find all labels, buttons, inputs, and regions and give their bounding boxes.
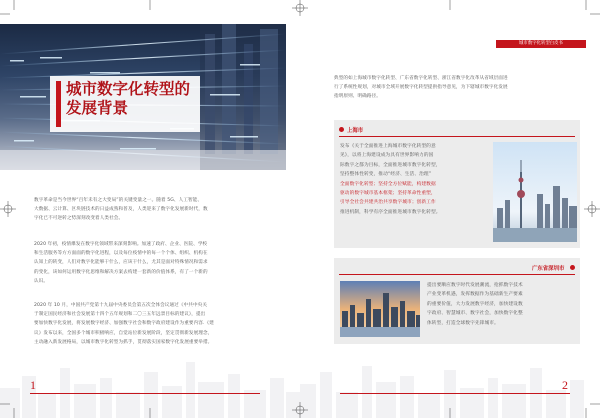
sh-line-6: 驱动的数字城市基本框架；坚持革命性重塑，	[340, 191, 436, 197]
p3-line-5: 主动融入新发展格局，以城市数字化转型为抓手，贯彻落实国家数字化发展重要举措。	[34, 339, 213, 345]
section-title-line-1: 城市数字化转型的	[66, 79, 191, 98]
sz-line-2: 产业变革机遇，发挥数据作为基础新生产要素	[427, 292, 523, 298]
p3-line-4: 议》发布以来，全国多个城市积极响应，自觉站位新发展阶段，坚定贯彻新发展理念，	[34, 330, 213, 336]
running-header: 城市数字化转型白皮书	[496, 40, 586, 48]
intro-line-3: 指明原则、明确路径。	[334, 94, 381, 100]
p2-line-3: 认知上的转变，人们对数字化能够干什么，应该干什么，尤其是面对特殊情况和需求	[34, 260, 208, 266]
sh-line-2: 见》，以将上海建设成为具有世界影响力的国	[340, 153, 434, 159]
p1-line-3: 字化已不可逆转之势深刻改变着人类社会。	[34, 216, 124, 222]
p2-line-1: 2020 年初，疫情爆发在数字化领域带来深刻影响。加速了政府、企业、医院、学校	[34, 242, 208, 247]
p3-line-2: 于制定国民经济和社会发展第十四个五年规划和二〇三五年远景目标的建议》，提出	[34, 312, 206, 318]
p2-line-2: 和生活服务等方方面面的数字化进程，以及每位疫情中的每一个个体、组织、机构在	[34, 251, 208, 257]
sz-line-4: 字政府、智慧城市、数字社会，加快数字化整	[427, 311, 523, 317]
sh-line-1: 发布《关于全面推进上海城市数字化转型的意	[340, 144, 436, 149]
intro-line-1: 典型的如上海城市数字化转型、广东省数字化转型、浙江省数字化改革从省域层面进	[334, 76, 508, 81]
p1-line-1: 数字革命是当今世界“百年未有之大变局”的关键变量之一。随着 5G、人工智能、	[34, 198, 203, 203]
shanghai-label: 上海市	[347, 128, 364, 134]
p2-line-5: 认识。	[34, 278, 49, 284]
sz-line-3: 的重要价值，大力发展数字经济，加快建设数	[427, 301, 523, 307]
p3-line-1: 2020 年 10 月，中国共产党第十九届中央委员会第五次全体会议通过《中共中央关	[34, 303, 208, 308]
sz-line-1: 提出要顺应数字时代发展潮流，抢抓数字技术	[427, 283, 523, 288]
sh-line-8: 推进机制，科学有序全面推进城市数字化转型。	[340, 209, 441, 215]
p2-line-4: 的变化，该如何运用数字化思维和解决方案去构建一套新的价值体系，有了一个新的	[34, 269, 208, 275]
sh-line-5: 全面数字化转型；坚持全方位赋能，构建数据	[340, 181, 436, 187]
sz-line-5: 体转型，打造全球数字先锋城市。	[427, 320, 499, 326]
shenzhen-label: 广东省深圳市	[532, 266, 565, 272]
sh-line-3: 际数字之都为目标，全面推进城市数字化转型，	[340, 162, 441, 168]
intro-line-2: 行了系统性规划，对城市全域开展数字化转型提供指导意见，为下辖城市数字化发展	[334, 85, 508, 91]
page-number-right: 2	[562, 378, 568, 392]
p3-line-3: 要加快数字化发展，将发展数字经济、加强数字社会和数字政府建设作为重要内容.《建	[34, 321, 214, 327]
sh-line-7: 引导全社会共建共治共享数字城市；创新工作	[340, 200, 436, 206]
page-number-left: 1	[30, 378, 36, 392]
p1-line-2: 大数据、云计算、区块链技术的日益成熟和普及，人类迎来了数字化发展新时代，数	[34, 207, 208, 213]
sh-line-4: 坚持整体性转变，推动“经济、生活、治理”	[340, 172, 432, 178]
section-title-line-2: 发展背景	[66, 98, 129, 117]
